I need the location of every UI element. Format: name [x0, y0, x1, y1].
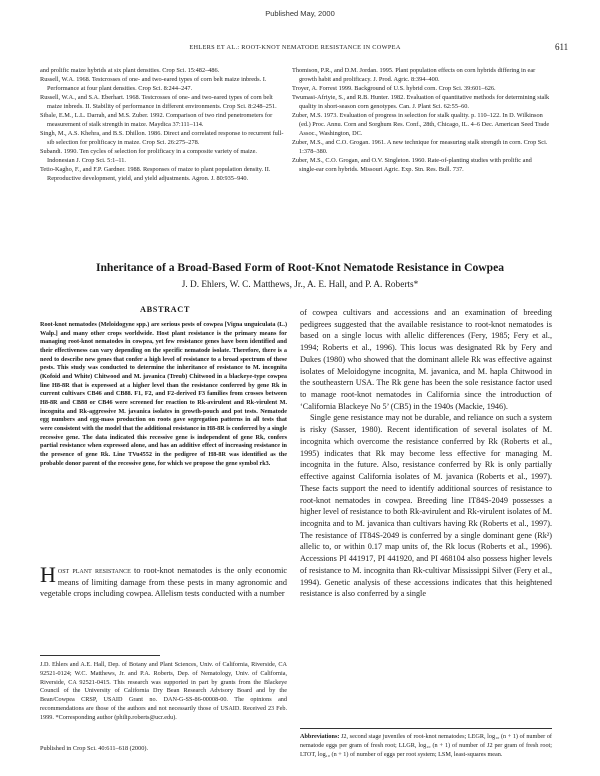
body-paragraph: Single gene resistance may not be durable, and reliance on such a system is risky (Sasser, 1980). Recent identification of several isolates of M. incognita which overcome the resistance conferred by Rk (Roberts et al., 1995) indicates that Rk may become less effective for managing M. incognita in the future. Also, resistance conferred by Rk is only partially effective against California isolates of M. javanica (Roberts et al., 1997). These facts support the need to identify additional sources of resistance to root-knot nematodes in cowpea. Breeding line IT84S-2049 possesses a higher level of resistance to both Rk-avirulent and Rk-virulent isolates of M. incognita and to M. javanica than cultivars having Rk (Roberts et al., 1997). The resistance of IT84S-2049 is conferred by a single dominant gene (Rk²) allelic to, or within 0.17 map units of, the Rk locus (Roberts et al., 1996). Accessions PI 441917, PI 441920, and PI 468104 also possess higher levels of resistance to M. incognita than Rk-cultivar Mississippi Silver (Fery et al., 1994). Genetic analysis of these accessions indicates that this heightened resistance is also conferred by a single	[300, 413, 552, 599]
abbreviations-footnote	[300, 733, 552, 759]
introduction-paragraph	[40, 562, 288, 600]
article-authors: J. D. Ehlers, W. C. Matthews, Jr., A. E. Hall, and P. A. Roberts*	[181, 280, 419, 290]
reference-entry: Russell, W.A., and S.A. Eberhart. 1968. Testcrosses of one- and two-eared types of corn belt maize inbreds. II. Stability of performance in different environments. Crop Sci. 8:248–251.	[40, 94, 277, 110]
reference-entry: and prolific maize hybrids at six plant densities. Crop Sci. 15:482–486.	[40, 67, 220, 74]
published-note: Published May, 2000	[265, 9, 335, 18]
reference-entry: Subandi. 1990. Ten cycles of selection for prolificacy in a composite variety of maize. Indonesian J. Crop Sci. 5:1–11.	[40, 148, 257, 164]
references-right-column	[292, 66, 550, 174]
reference-entry: Tetio-Kagho, F., and F.P. Gardner. 1988. Responses of maize to plant population density. II. Reproductive development, yield, and yield adjustments. Agron. J. 80:935–940.	[40, 166, 271, 182]
page-number: 611	[555, 42, 569, 52]
abbreviations-text: J2, second stage juveniles of root-knot nematodes; LEGR, log₁₀ (n + 1) of number of nematode eggs per gram of fresh root; LLGR, log₁₀ (n + 1) of number of J2 per gram of fresh root; LTOT, log₁₀ (n + 1) of number of eggs per root system; LSM, least-squares mean.	[300, 733, 552, 758]
reference-entry: Thomison, P.R., and D.M. Jordan. 1995. Plant population effects on corn hybrids differing in ear growth habit and prolificacy. J. Prod. Agric. 8:394–400.	[292, 67, 536, 83]
abbreviations-divider	[300, 728, 552, 729]
abbreviations-label: Abbreviations:	[300, 733, 340, 740]
reference-entry: Zuber, M.S. 1973. Evaluation of progress in selection for stalk quality. p. 110–122. In D. Wilkinson (ed.) Proc. Annu. Corn and Sorghum Res. Conf., 28th, Chicago, IL. 4–6 Dec. American Seed Trade Assoc., Washington, DC.	[292, 112, 550, 137]
reference-entry: Zuber, M.S., and C.O. Grogan. 1961. A new technique for measuring stalk strength in corn. Crop Sci. 1:378–380.	[292, 139, 548, 155]
body-right-column	[300, 307, 552, 600]
body-paragraph: of cowpea cultivars and accessions and an examination of breeding pedigrees suggested that the available resistance to root-knot nematodes is based on a single locus with allelic differences (Fery, 1985; Fery et al., 1994; Roberts et al., 1996). This locus was designated Rk by Fery and Dukes (1980) who showed that the dominant allele Rk was effective against isolates of Meloidogyne incognita, M. javanica, and M. hapla Chitwood in the southeastern USA. The Rk gene has been the sole resistance factor used to manage root-knot nematodes in California since the introduction of ‘California Blackeye No 5’ (CB5) in the 1940s (Mackie, 1946).	[300, 308, 552, 411]
published-in-note: Published in Crop Sci. 40:611–618 (2000).	[40, 745, 149, 752]
intro-lead-words: ost plant resistance	[57, 566, 131, 575]
references-left-column	[40, 66, 285, 183]
running-head: EHLERS ET AL.: ROOT-KNOT NEMATODE RESISTANCE IN COWPEA	[189, 44, 401, 51]
article-title: Inheritance of a Broad-Based Form of Root-Knot Nematode Resistance in Cowpea	[95, 261, 505, 274]
reference-entry: Troyer, A. Forrest 1999. Background of U.S. hybrid corn. Crop Sci. 39:601–626.	[292, 85, 496, 92]
author-affiliation-footnote: J.D. Ehlers and A.E. Hall, Dep. of Botany and Plant Sciences, Univ. of California, Riverside, CA 92521-0124; W.C. Matthews, Jr. and P.A. Roberts, Dep. of Nematology, Univ. of California, Riverside, CA 92521-0415. This research was supported in part by grants from the Blackeye Council of the University of California Dry Bean Research Advisory Board and by the Bean/Cowpea CRSP, USAID Grant no. DAN-G-SS-86-00008-00. The opinions and recommendations are those of the authors and not necessarily those of USAID. Received 23 Feb. 1999. *Corresponding author (philip.roberts@ucr.edu).	[40, 661, 287, 721]
drop-cap: H	[40, 562, 56, 587]
reference-entry: Twumasi-Afriyie, S., and R.B. Hunter. 1982. Evaluation of quantitative methods for determining stalk quality in short-season corn genotypes. Can. J. Plant Sci. 62:55–60.	[292, 94, 550, 110]
footnote-divider	[40, 655, 160, 656]
reference-entry: Zuber, M.S., C.O. Grogan, and O.V. Singleton. 1960. Rate-of-planting studies with prolific and single-ear corn hybrids. Missouri Agric. Exp. Stn. Res. Bull. 737.	[292, 157, 532, 173]
reference-entry: Sibale, E.M., L.L. Darrah, and M.S. Zuber. 1992. Comparison of two rind penetrometers for measurement of stalk strength in maize. Maydica 37:111–114.	[40, 112, 273, 128]
intro-text: to root-knot nematodes is the only economic means of limiting damage from these pests in many agronomic and vegetable crops including cowpea. Allelism tests conducted with a number	[40, 566, 288, 599]
abstract-heading: ABSTRACT	[140, 305, 190, 314]
reference-entry: Singh, M., A.S. Khehra, and B.S. Dhillon. 1986. Direct and correlated response to recurrent full-sib selection for prolificacy in maize. Crop Sci. 26:275–278.	[40, 130, 284, 146]
abstract-body: Root-knot nematodes (Meloidogyne spp.) are serious pests of cowpea [Vigna unguiculata (L.) Walp.] and many other crops worldwide. Host plant resistance is the primary means for managing root-knot nematodes in cowpea, yet few resistance genes have been identified and their effectiveness can vary depending on the specific nematode isolate. Therefore, there is a need to describe new genes that confer a high level of resistance to a broad spectrum of these pests. This study was conducted to determine the inheritance of resistance to M. incognita (Kofoid and White) Chitwood and M. javanica (Treub) Chitwood in a blackeye-type cowpea line H8-8R that is expressed at a higher level than the resistance conferred by gene Rk in current cultivars CB46 and CB88. F1, F2, and F2-derived F3 families from crosses between H8-8R and CB88 or CB46 were screened for reaction to Rk-avirulent and Rk-virulent M. incognita and Rk-aggressive M. javanica isolates in growth-pouch and pot tests. Nematode egg numbers and egg-mass production on roots gave segregation patterns in all tests that were consistent with the model that the additional resistance in H8-8R is conferred by a single recessive gene. The data indicated this recessive gene is independent of gene Rk, confers partial resistance when expressed alone, and has an additive effect of increasing resistance in the presence of gene Rk. Line TVu4552 in the pedigree of H8-8R was identified as the probable donor parent of the recessive gene, for which we propose the gene symbol rk3.	[40, 321, 287, 467]
reference-entry: Russell, W.A. 1968. Testcrosses of one- and two-eared types of corn belt maize inbreds. I. Performance at four plant densities. Crop Sci. 8:244–247.	[40, 76, 267, 92]
